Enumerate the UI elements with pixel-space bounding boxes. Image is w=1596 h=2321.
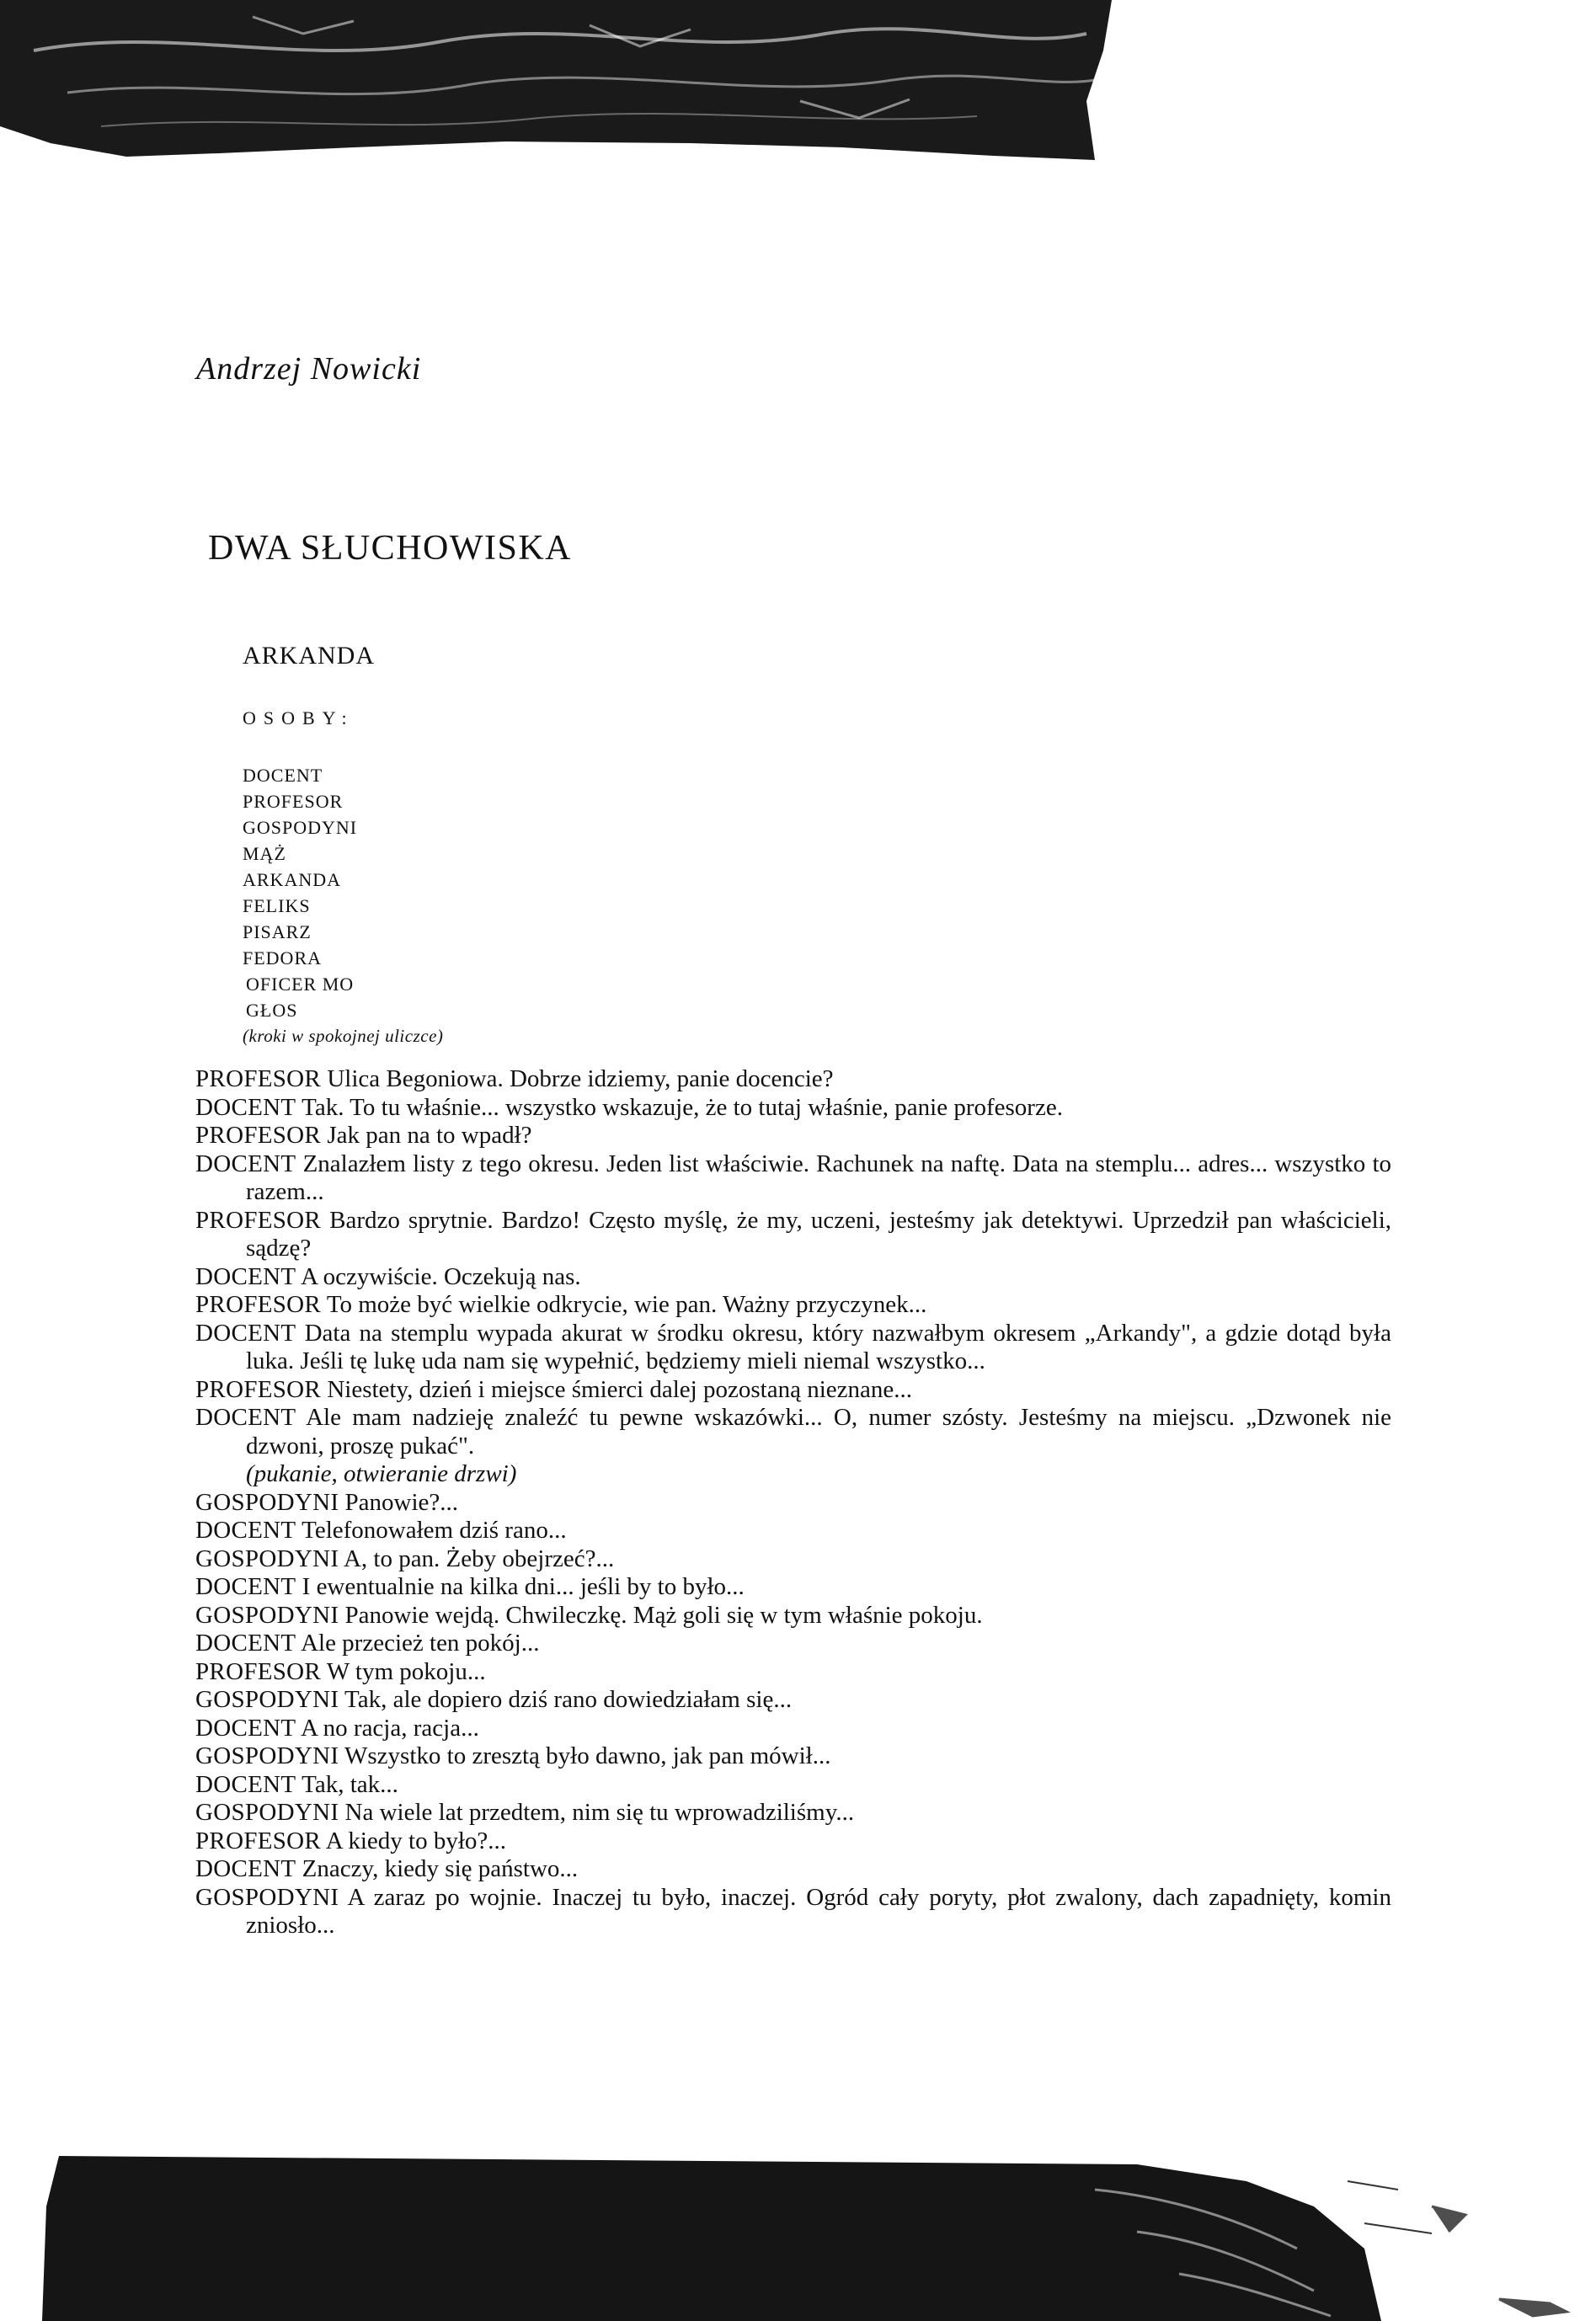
dialogue-line bbox=[195, 1630, 1391, 1658]
dialogue-line bbox=[195, 1404, 1391, 1460]
speaker-name: GOSPODYNI bbox=[195, 1545, 339, 1572]
line-text: To może być wielkie odkrycie, wie pan. Ważny przyczynek... bbox=[326, 1291, 927, 1318]
speaker-name: GOSPODYNI bbox=[195, 1799, 339, 1826]
line-text: Telefonowałem dziś rano... bbox=[302, 1517, 567, 1544]
speaker-name: GOSPODYNI bbox=[195, 1601, 339, 1629]
dialogue-line bbox=[195, 1207, 1391, 1263]
cast-member: GOSPODYNI bbox=[243, 817, 358, 838]
dialogue-line bbox=[195, 1742, 1391, 1771]
dialogue-line bbox=[195, 1884, 1391, 1940]
cast-member: GŁOS bbox=[246, 1000, 298, 1021]
speaker-name: DOCENT bbox=[195, 1404, 296, 1431]
dialogue-line bbox=[195, 1065, 1391, 1094]
dialogue-line bbox=[195, 1150, 1391, 1207]
speaker-name: PROFESOR bbox=[195, 1827, 322, 1854]
line-text: Ale przecież ten pokój... bbox=[301, 1630, 540, 1657]
dialogue-line bbox=[195, 1855, 1391, 1884]
speaker-name: PROFESOR bbox=[195, 1657, 322, 1685]
speaker-name: DOCENT bbox=[195, 1573, 296, 1600]
dialogue-line bbox=[195, 1263, 1391, 1292]
line-text: A, to pan. Żeby obejrzeć?... bbox=[343, 1545, 615, 1572]
dialogue-line bbox=[195, 1545, 1391, 1574]
speaker-name: PROFESOR bbox=[195, 1375, 322, 1403]
dialogue-line bbox=[195, 1771, 1391, 1800]
speaker-name: DOCENT bbox=[195, 1093, 296, 1121]
speaker-name: DOCENT bbox=[195, 1855, 296, 1882]
decorative-top-band bbox=[0, 0, 1112, 168]
line-text: Panowie?... bbox=[344, 1488, 459, 1516]
cast-list bbox=[243, 762, 443, 1049]
cast-member: FELIKS bbox=[243, 895, 311, 916]
line-text: Ulica Begoniowa. Dobrze idziemy, panie docencie? bbox=[327, 1065, 834, 1092]
dialogue-line bbox=[195, 1291, 1391, 1320]
speaker-name: GOSPODYNI bbox=[195, 1742, 339, 1769]
line-text: I ewentualnie na kilka dni... jeśli by to było... bbox=[302, 1573, 745, 1600]
line-text: Jak pan na to wpadł? bbox=[327, 1122, 532, 1149]
line-text: Na wiele lat przedtem, nim się tu wprowadziliśmy... bbox=[344, 1799, 855, 1826]
cast-member: PISARZ bbox=[243, 921, 312, 942]
speaker-name: PROFESOR bbox=[195, 1065, 322, 1092]
line-text: Tak. To tu właśnie... wszystko wskazuje, że to tutaj właśnie, panie profesorze. bbox=[302, 1093, 1063, 1121]
dialogue-line bbox=[195, 1686, 1391, 1715]
speaker-name: GOSPODYNI bbox=[195, 1488, 339, 1516]
speaker-name: PROFESOR bbox=[195, 1291, 322, 1318]
dialogue-line bbox=[195, 1602, 1391, 1630]
line-text: Data na stemplu wypada akurat w środku okresu, który nazwałbym okresem „Arkandy", a gdzie dotąd była luka. Jeśli tę lukę uda nam się wypełnić, będziemy mieli niemal wszystko... bbox=[246, 1319, 1391, 1374]
cast-member: OFICER MO bbox=[246, 974, 355, 995]
speaker-name: GOSPODYNI bbox=[195, 1686, 339, 1713]
dialogue-line bbox=[195, 1799, 1391, 1827]
dialogue-line bbox=[195, 1573, 1391, 1602]
speaker-name: PROFESOR bbox=[195, 1206, 322, 1234]
dialogue-line bbox=[195, 1320, 1391, 1376]
decorative-bottom-band bbox=[0, 2156, 1596, 2321]
line-text: Znalazłem listy z tego okresu. Jeden list właściwie. Rachunek na naftę. Data na stemplu... adres... wszystko to razem... bbox=[246, 1150, 1391, 1205]
dialogue-line bbox=[195, 1517, 1391, 1545]
speaker-name: DOCENT bbox=[195, 1630, 296, 1657]
cast-member: FEDORA bbox=[243, 947, 323, 968]
dialogue-line bbox=[195, 1715, 1391, 1743]
line-text: A no racja, racja... bbox=[301, 1714, 479, 1742]
speaker-name: DOCENT bbox=[195, 1770, 296, 1798]
line-text: W tym pokoju... bbox=[326, 1657, 486, 1685]
line-text: Wszystko to zresztą było dawno, jak pan mówił... bbox=[344, 1742, 831, 1769]
cast-stage-note: (kroki w spokojnej uliczce) bbox=[243, 1026, 444, 1046]
speaker-name: GOSPODYNI bbox=[195, 1883, 339, 1911]
speaker-name: DOCENT bbox=[195, 1319, 296, 1347]
speaker-name: DOCENT bbox=[195, 1150, 296, 1177]
dialogue-line bbox=[195, 1094, 1391, 1123]
dialogue-line bbox=[195, 1827, 1391, 1856]
page-title: DWA SŁUCHOWISKA bbox=[208, 529, 572, 568]
speaker-name: DOCENT bbox=[195, 1262, 296, 1290]
line-text: A zaraz po wojnie. Inaczej tu było, inaczej. Ogród cały poryty, płot zwalony, dach zapadnięty, komin zniosło... bbox=[246, 1883, 1391, 1939]
dialogue-line bbox=[195, 1122, 1391, 1150]
author-name: Andrzej Nowicki bbox=[196, 351, 422, 387]
stage-direction: (pukanie, otwieranie drzwi) bbox=[246, 1460, 517, 1487]
line-text: Bardzo sprytnie. Bardzo! Często myślę, że my, uczeni, jesteśmy jak detektywi. Uprzedził pan właścicieli, sądzę? bbox=[246, 1206, 1391, 1262]
line-text: Ale mam nadzieję znaleźć tu pewne wskazówki... O, numer szósty. Jesteśmy na miejscu. „Dzwonek nie dzwoni, proszę pukać". bbox=[246, 1404, 1391, 1459]
dialogue-line bbox=[195, 1658, 1391, 1687]
play-title: ARKANDA bbox=[243, 642, 375, 670]
dialogue-text bbox=[195, 1065, 1391, 1940]
line-text: A kiedy to było?... bbox=[325, 1827, 506, 1854]
dialogue-line bbox=[195, 1489, 1391, 1518]
line-text: Tak, tak... bbox=[302, 1770, 398, 1798]
dialogue-line bbox=[195, 1376, 1391, 1405]
speaker-name: PROFESOR bbox=[195, 1122, 322, 1149]
line-text: Panowie wejdą. Chwileczkę. Mąż goli się w tym właśnie pokoju. bbox=[344, 1601, 983, 1629]
cast-member: ARKANDA bbox=[243, 869, 341, 890]
speaker-name: DOCENT bbox=[195, 1517, 296, 1544]
line-text: Tak, ale dopiero dziś rano dowiedziałam się... bbox=[344, 1686, 793, 1713]
cast-member: DOCENT bbox=[243, 765, 323, 786]
line-text: A oczywiście. Oczekują nas. bbox=[301, 1262, 581, 1290]
line-text: Znaczy, kiedy się państwo... bbox=[302, 1855, 579, 1882]
cast-member: MĄŻ bbox=[243, 843, 286, 864]
cast-heading: OSOBY: bbox=[243, 707, 355, 728]
speaker-name: DOCENT bbox=[195, 1714, 296, 1742]
line-text: Niestety, dzień i miejsce śmierci dalej pozostaną nieznane... bbox=[327, 1375, 912, 1403]
cast-member: PROFESOR bbox=[243, 791, 344, 812]
